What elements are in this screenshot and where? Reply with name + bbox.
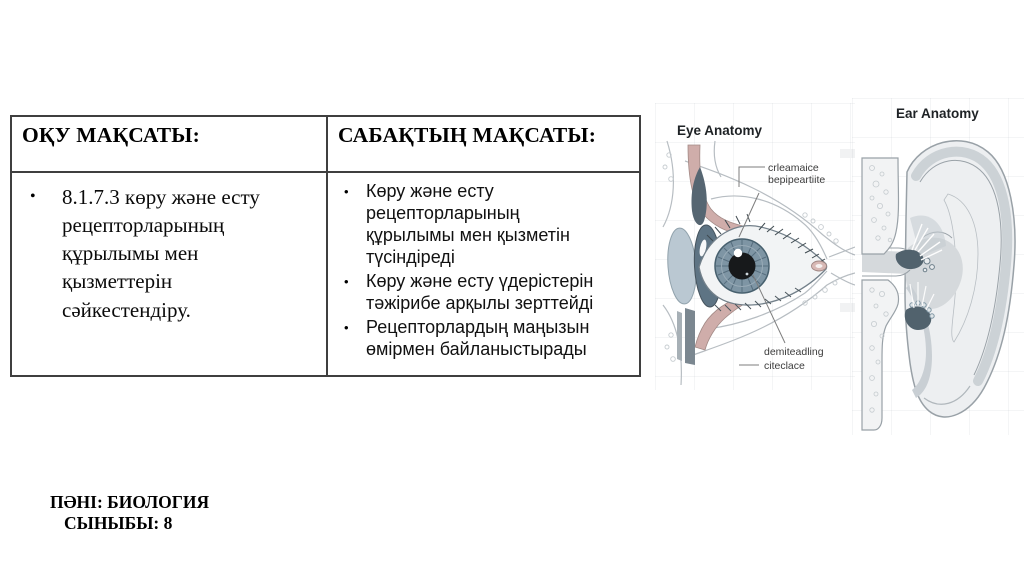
list-item bbox=[338, 181, 631, 269]
bullet-glyph: • bbox=[30, 188, 36, 205]
body-cell-learning-objective bbox=[12, 173, 326, 375]
pupil bbox=[729, 253, 756, 280]
bullet-glyph: • bbox=[344, 273, 349, 289]
list-item bbox=[338, 271, 631, 315]
lens-light-ellipse bbox=[665, 227, 698, 305]
ear-anatomy-illustration bbox=[852, 98, 1024, 435]
subject-line: ПӘНІ: БИОЛОГИЯ bbox=[50, 492, 210, 512]
grade-line: СЫНЫБЫ: 8 bbox=[64, 513, 173, 534]
eye-label-bottom-line1: demiteadling bbox=[764, 346, 824, 358]
tear-caruncle bbox=[812, 261, 827, 271]
pupil-glint bbox=[746, 273, 749, 276]
learning-objective-list bbox=[22, 183, 318, 324]
lesson-objective-text-3: Рецепторлардың маңызын өмірмен байланыстырады bbox=[366, 316, 590, 359]
lesson-objective-text-1: Көру және есту рецепторларының құрылымы мен қызметін түсіндіреді bbox=[366, 181, 570, 267]
list-item bbox=[22, 183, 318, 324]
table-body-row bbox=[12, 173, 639, 375]
lesson-objective-list bbox=[338, 181, 631, 361]
bullet-glyph: • bbox=[344, 184, 349, 199]
eye-anatomy-diagram bbox=[655, 103, 855, 390]
lesson-objective-text-2: Көру және есту үдерістерін тәжірибе арқылы зерттейді bbox=[366, 270, 594, 313]
lower-gray-bars bbox=[677, 308, 695, 365]
learning-objective-text: 8.1.7.3 көру және есту рецепторларының құрылымы мен қызметтерін сәйкестендіру. bbox=[62, 185, 260, 322]
bullet-glyph: • bbox=[344, 319, 349, 335]
eye-diagram-title: Eye Anatomy bbox=[677, 123, 763, 138]
footer-info bbox=[50, 492, 209, 535]
learning-objective-header: ОҚУ МАҚСАТЫ: bbox=[22, 123, 200, 147]
eye-label-bottom-line2: citeclace bbox=[764, 360, 805, 372]
table-header-row bbox=[12, 117, 639, 173]
eye-iris-group bbox=[715, 239, 769, 293]
header-cell-lesson-objective bbox=[326, 117, 639, 171]
list-item bbox=[338, 317, 631, 361]
lesson-objective-header: САБАҚТЫҢ МАҚСАТЫ: bbox=[338, 123, 597, 147]
temporal-bone-lower bbox=[862, 280, 899, 430]
pupil-highlight bbox=[734, 249, 742, 257]
objectives-table bbox=[10, 115, 641, 377]
ear-diagram-title: Ear Anatomy bbox=[896, 106, 979, 121]
header-cell-learning-objective bbox=[12, 117, 326, 171]
ear-anatomy-diagram bbox=[852, 98, 1024, 435]
body-cell-lesson-objective bbox=[326, 173, 639, 375]
eye-label-top-line2: bepipeartiite bbox=[768, 174, 826, 186]
eye-anatomy-illustration bbox=[655, 103, 855, 390]
eye-label-top-line1: crleamaice bbox=[768, 162, 819, 174]
